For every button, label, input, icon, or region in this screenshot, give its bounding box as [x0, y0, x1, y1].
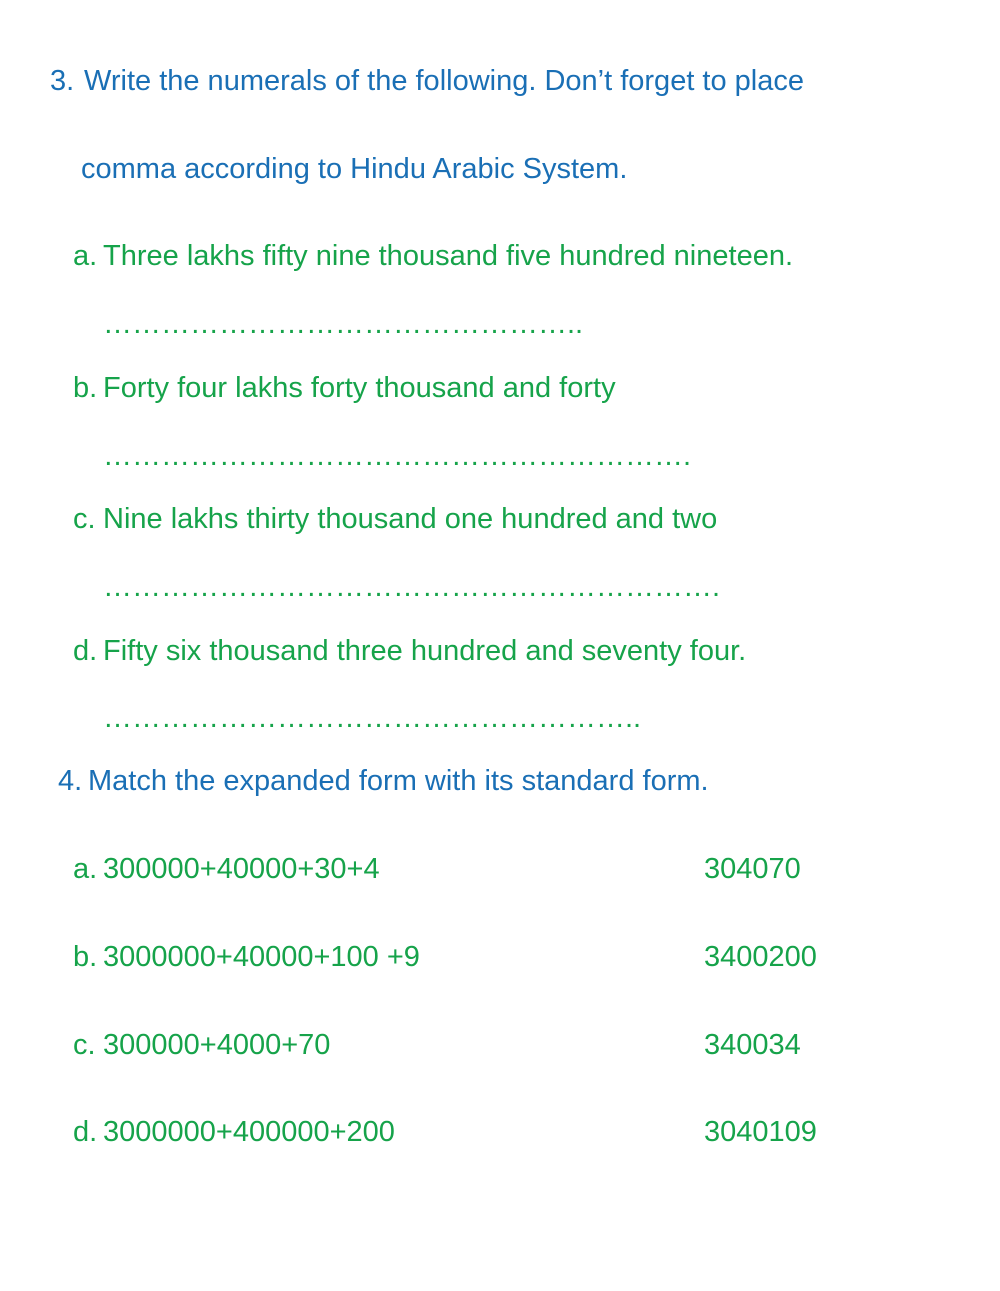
- q4-item-d-letter: d.: [73, 1116, 98, 1148]
- q3-item-c-letter: c.: [73, 503, 96, 535]
- q3-item-b-answer-blank[interactable]: …………………………………………………….: [103, 440, 692, 472]
- q4-item-d-expanded[interactable]: 3000000+400000+200: [103, 1116, 395, 1148]
- q4-item-b-expanded[interactable]: 3000000+40000+100 +9: [103, 941, 420, 973]
- q4-standard-3[interactable]: 340034: [704, 1029, 801, 1061]
- q3-item-d-text: Fifty six thousand three hundred and seventy four.: [103, 635, 747, 667]
- q4-standard-4[interactable]: 3040109: [704, 1116, 817, 1148]
- question-4-number: 4.: [58, 765, 83, 797]
- q4-item-a-letter: a.: [73, 853, 98, 885]
- q4-item-b-letter: b.: [73, 941, 98, 973]
- q3-item-b-letter: b.: [73, 372, 98, 404]
- q3-item-d-letter: d.: [73, 635, 98, 667]
- q3-item-b-text: Forty four lakhs forty thousand and forty: [103, 372, 616, 404]
- q3-item-c-text: Nine lakhs thirty thousand one hundred and two: [103, 503, 718, 535]
- q4-standard-2[interactable]: 3400200: [704, 941, 817, 973]
- question-3-instruction-line-2: comma according to Hindu Arabic System.: [81, 153, 628, 185]
- q4-item-c-expanded[interactable]: 300000+4000+70: [103, 1029, 331, 1061]
- question-3-instruction-line-1: Write the numerals of the following. Don’t forget to place: [84, 65, 805, 97]
- q3-item-a-text: Three lakhs fifty nine thousand five hundred nineteen.: [103, 240, 794, 272]
- q4-item-a-expanded[interactable]: 300000+40000+30+4: [103, 853, 380, 885]
- question-3-number: 3.: [50, 65, 75, 97]
- q3-item-c-answer-blank[interactable]: ……………………………………………………….: [103, 571, 721, 603]
- question-4-instruction: Match the expanded form with its standard form.: [88, 765, 709, 797]
- q3-item-a-letter: a.: [73, 240, 98, 272]
- q3-item-a-answer-blank[interactable]: …………………………………………..: [103, 308, 584, 340]
- q4-item-c-letter: c.: [73, 1029, 96, 1061]
- q3-item-d-answer-blank[interactable]: ………………………………………………..: [103, 702, 642, 734]
- q4-standard-1[interactable]: 304070: [704, 853, 801, 885]
